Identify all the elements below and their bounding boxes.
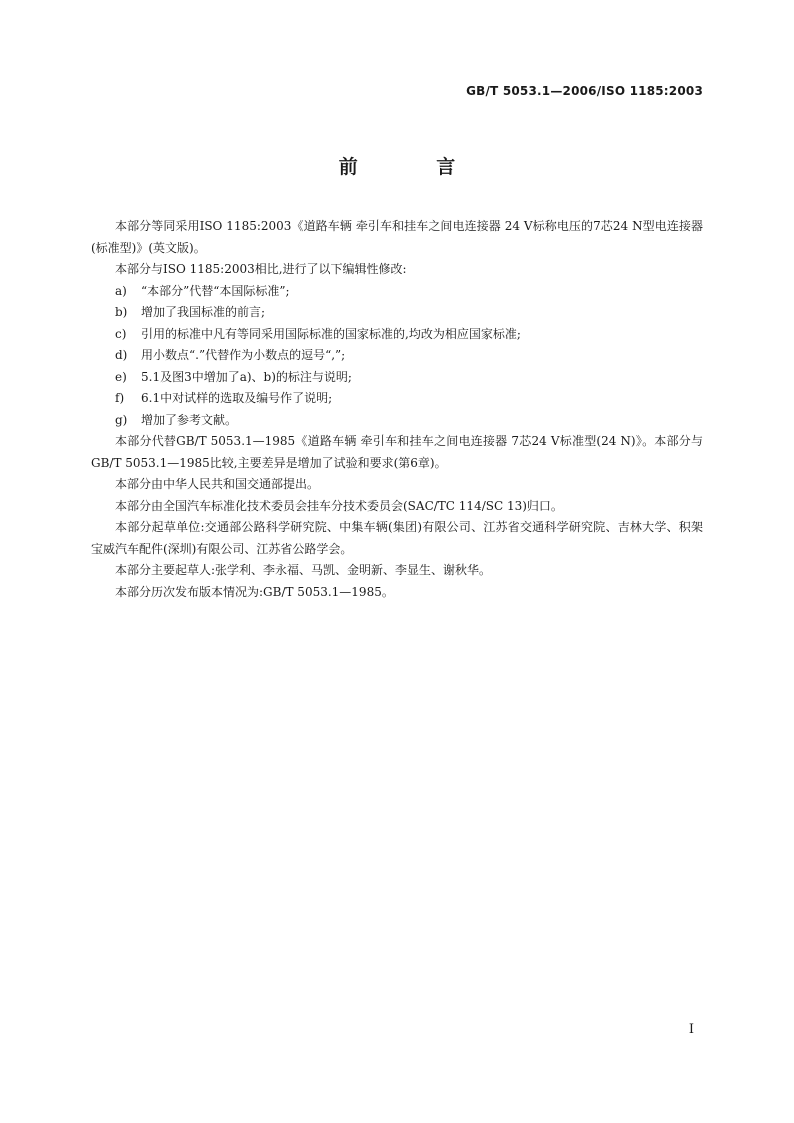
paragraph: 本部分代替GB/T 5053.1—1985《道路车辆 牵引车和挂车之间电连接器 7芯24 V标准型(24 N)》。本部分与GB/T 5053.1—1985比较,主要差异是增加了试验和要求(第6章)。 <box>91 434 703 470</box>
list-item-text: “本部分”代替“本国际标准”; <box>141 283 290 298</box>
list-marker: a) <box>115 283 127 298</box>
list-marker: g) <box>115 412 128 427</box>
list-item <box>91 345 703 367</box>
foreword-body <box>91 216 703 603</box>
list-item <box>91 302 703 324</box>
list-marker: d) <box>115 348 128 362</box>
paragraph: 本部分与ISO 1185:2003相比,进行了以下编辑性修改: <box>115 262 407 276</box>
paragraph: 本部分历次发布版本情况为:GB/T 5053.1—1985。 <box>115 584 394 599</box>
list-item <box>91 367 703 389</box>
list-item-text: 用小数点“.”代替作为小数点的逗号“,”; <box>141 348 346 362</box>
standard-code: GB/T 5053.1—2006/ISO 1185:2003 <box>466 84 703 98</box>
paragraph: 本部分由全国汽车标准化技术委员会挂车分技术委员会(SAC/TC 114/SC 13)归口。 <box>115 498 563 513</box>
paragraph: 本部分起草单位:交通部公路科学研究院、中集车辆(集团)有限公司、江苏省交通科学研究院、吉林大学、积架宝威汽车配件(深圳)有限公司、江苏省公路学会。 <box>91 520 703 556</box>
list-item <box>91 281 703 303</box>
list-item <box>91 324 703 346</box>
paragraph: 本部分等同采用ISO 1185:2003《道路车辆 牵引车和挂车之间电连接器 24 V标称电压的7芯24 N型电连接器(标准型)》(英文版)。 <box>91 219 703 255</box>
paragraph: 本部分由中华人民共和国交通部提出。 <box>115 477 320 491</box>
list-item-text: 引用的标准中凡有等同采用国际标准的国家标准的,均改为相应国家标准; <box>141 326 521 341</box>
paragraph: 本部分主要起草人:张学利、李永福、马凯、金明新、李显生、谢秋华。 <box>115 563 492 577</box>
list-marker: f) <box>115 391 125 405</box>
list-item <box>91 388 703 410</box>
list-item <box>91 410 703 432</box>
list-marker: e) <box>115 369 127 384</box>
modification-list <box>91 281 703 432</box>
list-marker: c) <box>115 326 127 341</box>
list-marker: b) <box>115 305 128 319</box>
list-item-text: 增加了参考文献。 <box>141 412 238 427</box>
list-item-text: 6.1中对试样的选取及编号作了说明; <box>141 391 333 405</box>
page-number: I <box>688 1022 694 1037</box>
list-item-text: 增加了我国标准的前言; <box>141 305 266 319</box>
page-title: 前 言 <box>338 156 492 178</box>
list-item-text: 5.1及图3中增加了a)、b)的标注与说明; <box>141 369 352 384</box>
